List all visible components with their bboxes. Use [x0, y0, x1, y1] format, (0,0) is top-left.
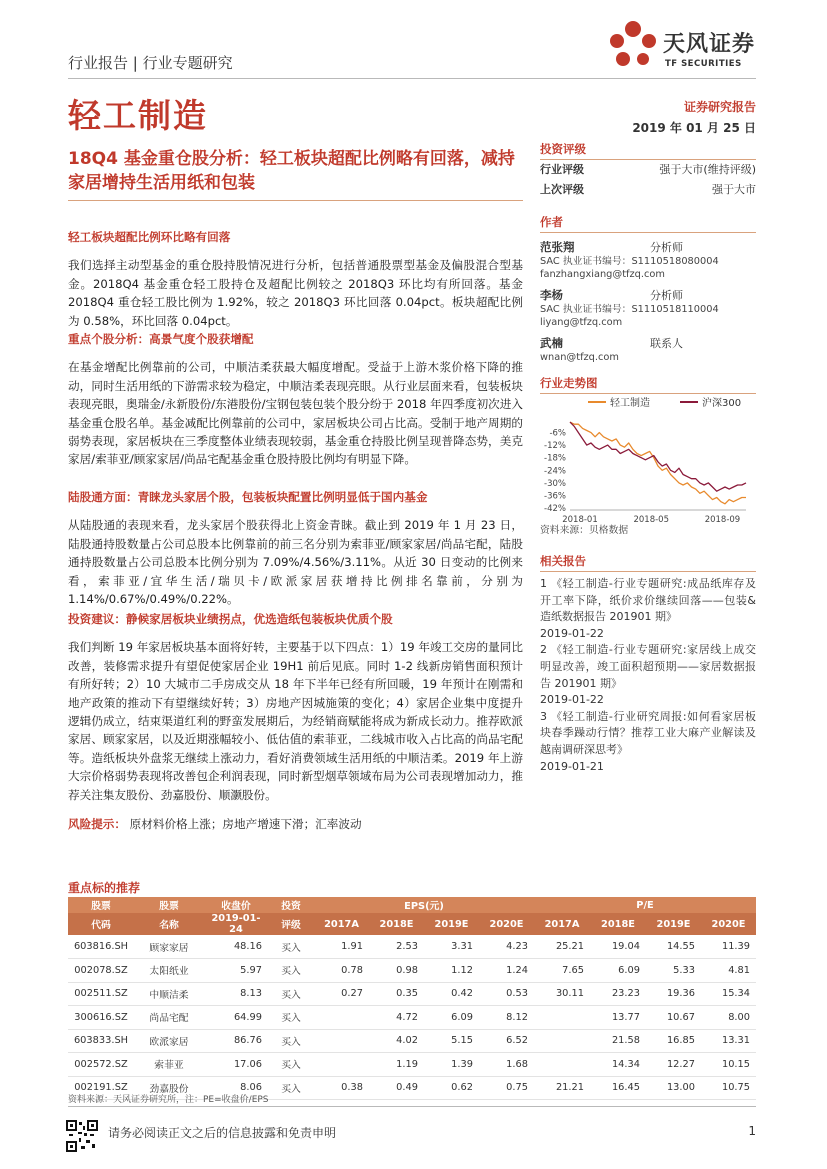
rating-value: 强于大市: [712, 183, 756, 196]
section-1: [68, 228, 523, 330]
chart-source: 资料来源：贝格数据: [540, 525, 629, 536]
author-role: 联系人: [650, 337, 683, 350]
table-cell: 0.78: [314, 959, 369, 983]
author-email[interactable]: wnan@tfzq.com: [540, 352, 619, 363]
table-cell: 30.11: [534, 982, 590, 1006]
related-date: 2019-01-21: [540, 759, 604, 773]
y-tick-label: -36%: [544, 491, 566, 502]
table-cell: 5.15: [424, 1029, 479, 1053]
table-cell: 002572.SZ: [68, 1053, 134, 1077]
table-cell: 6.09: [424, 1006, 479, 1030]
x-tick-label: 2018-05: [633, 515, 669, 525]
table-cell: 002511.SZ: [68, 982, 134, 1006]
table-heading: 重点标的推荐: [68, 881, 141, 895]
table-cell: 买入: [268, 1076, 314, 1100]
table-cell: 0.27: [314, 982, 369, 1006]
rating-heading: 投资评级: [540, 141, 756, 160]
related-item[interactable]: [540, 642, 756, 708]
author-email[interactable]: liyang@tfzq.com: [540, 317, 623, 328]
table-header-row: [68, 897, 756, 913]
rating-panel: [540, 141, 756, 200]
header-cell: 2020E: [479, 913, 534, 935]
report-date: 2019 年 01 月 25 日: [632, 121, 756, 135]
paragraph: 在基金增配比例靠前的公司，中顺洁柔获最大幅度增配。受益于上游木浆价格下降的推动，同时生活用纸的下游需求较为稳定，中顺洁柔表现亮眼。从行业层面来看，包装板块表现亮眼，奥瑞金/永新股份/东港股份/宝钢包装包装个股分纷于 2018 年四季度初次进入基金重仓股名单。基金减配比例靠前的公司中，家居板块公司占比高。受制于地产周期的弱势表现，家居板块在三季度整体业绩表现较弱，基金重仓持股比例呈现普降态势，美克家居/索菲亚/顾家家居/尚品宅配基金重仓股持股比例均有明显下降。: [68, 360, 523, 467]
author-email[interactable]: fanzhangxiang@tfzq.com: [540, 269, 665, 280]
header-cell: 2020E: [701, 913, 756, 935]
logo-text-en: TF SECURITIES: [665, 59, 742, 69]
header-cell: 2019E: [646, 913, 701, 935]
header-cell: EPS(元): [314, 897, 534, 913]
y-tick-label: -18%: [544, 453, 566, 464]
header-cell: 2017A: [534, 913, 590, 935]
section-heading: 重点个股分析：高景气度个股获增配: [68, 332, 254, 346]
table-cell: 买入: [268, 1006, 314, 1030]
related-item[interactable]: [540, 709, 756, 775]
footer-divider: [68, 1106, 756, 1107]
header-cell: 收盘价: [204, 897, 268, 913]
table-cell: 64.99: [204, 1006, 268, 1030]
rating-label: 上次评级: [540, 183, 584, 196]
section-3: [68, 488, 523, 608]
table-cell: 买入: [268, 1053, 314, 1077]
table-cell: 1.68: [479, 1053, 534, 1077]
table-cell: 1.24: [479, 959, 534, 983]
paragraph: 我们选择主动型基金的重仓股持股情况进行分析，包括普通股票型基金及偏股混合型基金。2018Q4 基金重仓轻工股持仓及超配比例较之 2018Q3 环比均有所回落。基金 2018Q4 重仓轻工股比例为 1.92%，较之 2018Q3 环比回落 0.04pct。板块超配比例为 0.58%，环比回落 0.04pct。: [68, 258, 523, 328]
table-cell: 1.12: [424, 959, 479, 983]
section-heading: 轻工板块超配比例环比略有回落: [68, 230, 231, 244]
table-cell: 19.36: [646, 982, 701, 1006]
authors-panel: [540, 214, 756, 364]
header-cell: 代码: [68, 913, 134, 935]
table-cell: 5.33: [646, 959, 701, 983]
table-cell: 86.76: [204, 1029, 268, 1053]
table-cell: 太阳纸业: [134, 959, 204, 983]
header-cell: 2019-01-24: [204, 913, 268, 935]
table-cell: 8.06: [204, 1076, 268, 1100]
company-logo: [605, 17, 765, 77]
authors-heading: 作者: [540, 214, 756, 233]
table-cell: 002191.SZ: [68, 1076, 134, 1100]
legend-label: 沪深300: [702, 398, 742, 409]
page-number: 1: [748, 1124, 756, 1138]
section-2: [68, 330, 523, 469]
table-cell: [314, 1053, 369, 1077]
table-cell: 0.62: [424, 1076, 479, 1100]
series-line-csi300: [570, 422, 746, 491]
table-cell: [534, 1006, 590, 1030]
x-tick-label: 2018-01: [562, 515, 598, 525]
table-cell: 0.75: [479, 1076, 534, 1100]
table-cell: 13.77: [590, 1006, 646, 1030]
header-cell: P/E: [534, 897, 756, 913]
table-cell: 0.42: [424, 982, 479, 1006]
table-source: 资料来源：天风证券研究所，注：PE=收盘价/EPS: [68, 1095, 269, 1105]
table-cell: 10.15: [701, 1053, 756, 1077]
trend-chart-svg: [540, 392, 756, 526]
author-card: [540, 287, 756, 329]
rating-label: 行业评级: [540, 163, 584, 176]
paragraph: 从陆股通的表现来看，龙头家居个股获得北上资金青睐。截止到 2019 年 1 月 23 日，陆股通持股数量占公司总股本比例靠前的前三名分别为索菲亚/顾家家居/尚品宅配，陆股通持股数量占公司总股本比例分别为 7.09%/4.56%/3.11%。从近 30 日变动的比例来看，索菲亚/宜华生活/瑞贝卡/欧派家居获增持比例排名靠前，分别为 1.14%/0.67%/0.49%/0.22%。: [68, 518, 523, 607]
report-title: 18Q4 基金重仓股分析：轻工板块超配比例略有回落，减持家居增持生活用纸和包装: [68, 149, 515, 193]
related-panel: [540, 553, 756, 775]
table-cell: 买入: [268, 959, 314, 983]
table-cell: 尚品宅配: [134, 1006, 204, 1030]
y-tick-label: -30%: [544, 478, 566, 489]
related-date: 2019-01-22: [540, 693, 604, 707]
trend-chart: [540, 392, 756, 538]
logo-text-cn: 天风证券: [663, 32, 756, 57]
series-line-light-industry: [570, 422, 746, 504]
table-cell: 14.55: [646, 935, 701, 959]
table-cell: 0.98: [369, 959, 424, 983]
table-header-row: [68, 913, 756, 935]
table-cell: 14.34: [590, 1053, 646, 1077]
title-divider: [68, 200, 523, 201]
related-title: 2 《轻工制造-行业专题研究:家居线上成交明显改善，竣工面积超预期——家居数据报告 201901 期》: [540, 643, 756, 690]
table-cell: 10.75: [701, 1076, 756, 1100]
tf-flower-icon: [605, 19, 661, 75]
section-heading: 风险提示：: [68, 817, 126, 831]
header-cell: 2018E: [590, 913, 646, 935]
table-cell: 7.65: [534, 959, 590, 983]
table-cell: 欧派家居: [134, 1029, 204, 1053]
table-cell: 1.91: [314, 935, 369, 959]
related-item[interactable]: [540, 576, 756, 642]
table-cell: 4.72: [369, 1006, 424, 1030]
section-heading: 陆股通方面：青睐龙头家居个股，包装板块配置比例明显低于国内基金: [68, 490, 428, 504]
table-cell: 21.58: [590, 1029, 646, 1053]
doc-type: 证券研究报告: [683, 100, 756, 114]
author-sac: SAC 执业证书编号：S1110518110004: [540, 304, 719, 315]
header-cell: 评级: [268, 913, 314, 935]
author-card: [540, 335, 756, 364]
section-4: [68, 610, 523, 804]
y-tick-label: -24%: [544, 466, 566, 477]
qr-code-icon: [66, 1120, 98, 1152]
author-name: 李杨: [540, 288, 563, 302]
legend-label: 轻工制造: [610, 398, 650, 409]
table-cell: 12.27: [646, 1053, 701, 1077]
header-cell: 名称: [134, 913, 204, 935]
table-cell: 1.19: [369, 1053, 424, 1077]
header-cell: 股票: [134, 897, 204, 913]
table-cell: 4.81: [701, 959, 756, 983]
table-row: [68, 1006, 756, 1030]
header-cell: 2019E: [424, 913, 479, 935]
y-tick-label: -42%: [544, 504, 566, 514]
author-role: 分析师: [650, 241, 683, 254]
table-cell: 8.00: [701, 1006, 756, 1030]
table-cell: 15.34: [701, 982, 756, 1006]
table-cell: 4.23: [479, 935, 534, 959]
table-cell: 6.52: [479, 1029, 534, 1053]
table-cell: 6.09: [590, 959, 646, 983]
table-cell: 0.49: [369, 1076, 424, 1100]
related-title: 1 《轻工制造-行业专题研究:成品纸库存及开工率下降，纸价求价继续回落——包装&造纸数据报告 201901 期》: [540, 577, 756, 624]
table-cell: 10.67: [646, 1006, 701, 1030]
industry-title: 轻工制造: [68, 96, 208, 135]
trend-heading: 行业走势图: [540, 375, 756, 394]
table-cell: 买入: [268, 1029, 314, 1053]
table-cell: 顾家家居: [134, 935, 204, 959]
table-cell: 0.38: [314, 1076, 369, 1100]
table-cell: 4.02: [369, 1029, 424, 1053]
header-cell: 2017A: [314, 913, 369, 935]
stock-table: [68, 897, 756, 1100]
y-tick-label: -6%: [549, 428, 566, 439]
table-row: [68, 959, 756, 983]
paragraph: 我们判断 19 年家居板块基本面将好转，主要基于以下四点：1）19 年竣工交房的量同比改善，装修需求提升有望促使家居企业 19H1 前后见底。同时 1-2 线新房销售面积预计有所好转；2）10 大城市二手房成交从 18 年下半年已经有所回暖，19 年预计在刚需和地产政策的推动下有望继续好转；3）房地产因城施策的变化；4）家居企业集中度提升逻辑仍成立，结束渠道红利的野蛮发展期后，为经销商赋能将成为新成长动力。推荐欧派家居、顾家家居，以及近期涨幅较小、低估值的索菲亚，二线城市收入占比高的尚品宅配等。造纸板块外盘浆无继续上涨动力，看好消费领域生活用纸的中顺洁柔。2019 年上游大宗价格弱势表现将改善包企利润表现，同时新型烟草领域布局为公司表现增加动力，推荐关注集友股份、劲嘉股份、顺灏股份。: [68, 640, 523, 802]
table-cell: 603816.SH: [68, 935, 134, 959]
table-cell: 17.06: [204, 1053, 268, 1077]
section-heading: 投资建议：静候家居板块业绩拐点，优选造纸包装板块优质个股: [68, 612, 393, 626]
disclaimer-text: 请务必阅读正文之后的信息披露和免责申明: [108, 1126, 337, 1140]
table-cell: 16.85: [646, 1029, 701, 1053]
table-cell: 13.31: [701, 1029, 756, 1053]
related-heading: 相关报告: [540, 553, 756, 572]
table-cell: 16.45: [590, 1076, 646, 1100]
table-row: [68, 982, 756, 1006]
table-cell: 11.39: [701, 935, 756, 959]
header-divider: [68, 78, 756, 79]
table-cell: 0.53: [479, 982, 534, 1006]
table-cell: 索菲亚: [134, 1053, 204, 1077]
table-cell: 21.21: [534, 1076, 590, 1100]
y-tick-label: -12%: [544, 441, 566, 452]
table-cell: 8.12: [479, 1006, 534, 1030]
table-cell: 23.23: [590, 982, 646, 1006]
author-sac: SAC 执业证书编号：S1110518080004: [540, 256, 719, 267]
section-5: [68, 815, 523, 833]
paragraph: 原材料价格上涨；房地产增速下滑；汇率波动: [129, 817, 362, 831]
table-cell: 13.00: [646, 1076, 701, 1100]
table-cell: 3.31: [424, 935, 479, 959]
author-name: 范张翔: [540, 240, 575, 254]
rating-value: 强于大市(维持评级): [659, 163, 756, 176]
table-cell: 0.35: [369, 982, 424, 1006]
table-cell: 买入: [268, 935, 314, 959]
table-cell: 603833.SH: [68, 1029, 134, 1053]
table-cell: [314, 1029, 369, 1053]
table-row: [68, 1029, 756, 1053]
table-cell: 1.39: [424, 1053, 479, 1077]
table-cell: [314, 1006, 369, 1030]
table-cell: 002078.SZ: [68, 959, 134, 983]
report-category: 行业报告 | 行业专题研究: [68, 54, 233, 72]
table-cell: [534, 1053, 590, 1077]
table-cell: 2.53: [369, 935, 424, 959]
author-name: 武楠: [540, 336, 563, 350]
table-cell: 劲嘉股份: [134, 1076, 204, 1100]
rating-row: [540, 160, 756, 180]
table-cell: 买入: [268, 982, 314, 1006]
author-card: [540, 239, 756, 281]
author-role: 分析师: [650, 289, 683, 302]
table-row: [68, 1053, 756, 1077]
table-cell: 48.16: [204, 935, 268, 959]
rating-row: [540, 180, 756, 200]
table-cell: 8.13: [204, 982, 268, 1006]
header-cell: 投资: [268, 897, 314, 913]
header-cell: 股票: [68, 897, 134, 913]
table-cell: 300616.SZ: [68, 1006, 134, 1030]
x-tick-label: 2018-09: [704, 515, 741, 525]
table-cell: 中顺洁柔: [134, 982, 204, 1006]
table-cell: 19.04: [590, 935, 646, 959]
related-date: 2019-01-22: [540, 626, 604, 640]
table-cell: 5.97: [204, 959, 268, 983]
header-cell: 2018E: [369, 913, 424, 935]
table-cell: 25.21: [534, 935, 590, 959]
table-row: [68, 935, 756, 959]
table-cell: [534, 1029, 590, 1053]
related-title: 3 《轻工制造-行业研究周报:如何看家居板块春季躁动行情？推荐工业大麻产业解读及越南调研深思考》: [540, 709, 756, 756]
